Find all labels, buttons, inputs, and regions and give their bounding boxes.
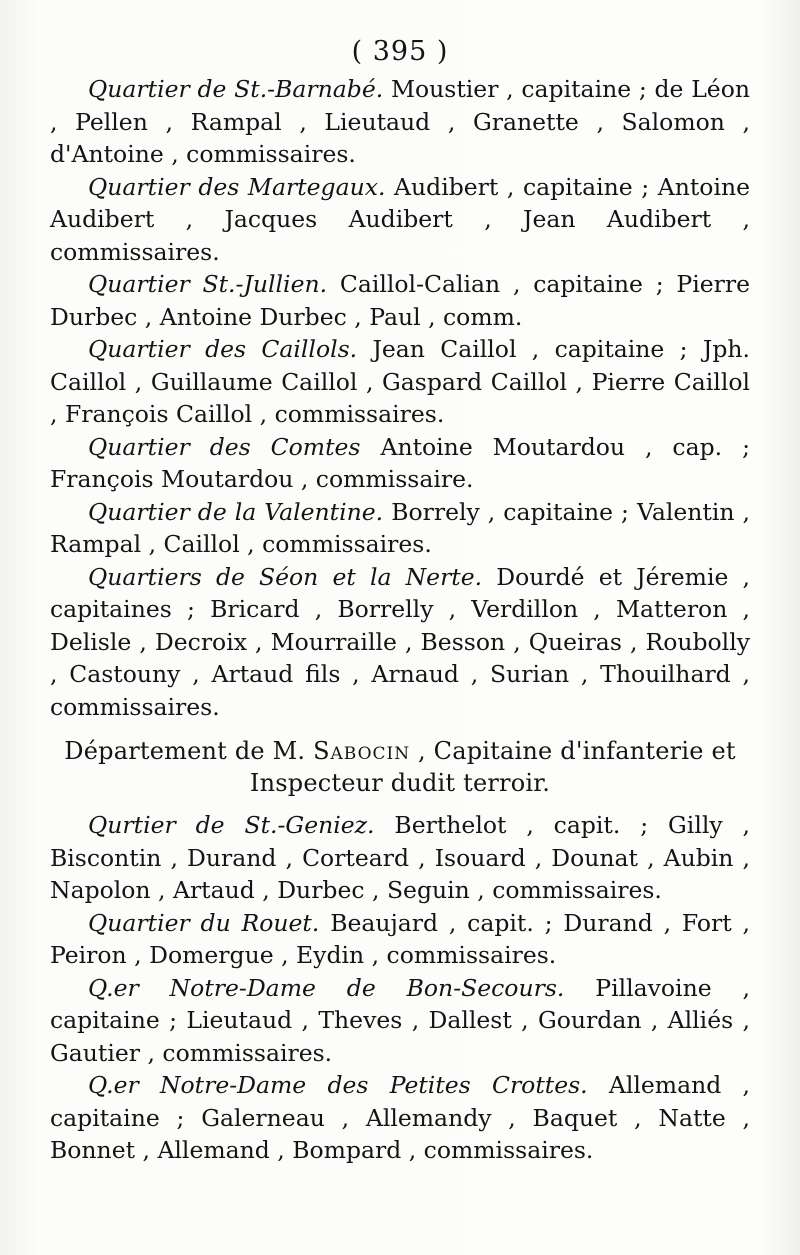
quarter-entry bbox=[50, 561, 750, 724]
quarter-name: Quartier des Martegaux. bbox=[88, 172, 386, 201]
quarter-name: Quartier St.-Jullien. bbox=[88, 270, 328, 298]
quarter-entry bbox=[50, 809, 750, 907]
quarter-entry bbox=[50, 907, 750, 972]
page-number: ( 395 ) bbox=[351, 36, 449, 67]
quarter-entry bbox=[50, 73, 750, 171]
inspector-name: Sabocin bbox=[313, 737, 411, 765]
quarter-officers: Beaujard , capit. ; Durand , Fort , Peiron , Domergue , Eydin , commissaires. bbox=[50, 908, 750, 969]
entries-after bbox=[50, 809, 750, 1167]
quarter-name: Q.er Notre-Dame de Bon-Secours. bbox=[88, 973, 565, 1002]
entries-before bbox=[50, 73, 750, 723]
quarter-name: Quartiers de Séon et la Nerte. bbox=[88, 562, 483, 591]
quarter-officers: Jean Caillol , capitaine ; Jph. Caillol , Guillaume Caillol , Gaspard Caillol , Pierre Caillol , François Caillol , commissaires. bbox=[50, 335, 750, 428]
quarter-name: Q.er Notre-Dame des Petites Crottes. bbox=[88, 1071, 588, 1099]
quarter-entry bbox=[50, 496, 750, 561]
quarter-name: Quartier des Comtes bbox=[88, 432, 361, 461]
quarter-name: Quartier des Caillols. bbox=[88, 335, 358, 363]
quarter-officers: Audibert , capitaine ; Antoine Audibert , Jacques Audibert , Jean Audibert , commissaires. bbox=[50, 172, 750, 266]
department-suffix: , Capitaine d'infanterie et Inspecteur dudit terroir. bbox=[249, 737, 736, 797]
quarter-officers: Borrely , capitaine ; Valentin , Rampal , Caillol , commissaires. bbox=[50, 497, 750, 558]
quarter-name: Quartier de la Valentine. bbox=[88, 497, 384, 526]
quarter-officers: Allemand , capitaine ; Galerneau , Allemandy , Baquet , Natte , Bonnet , Allemand , Bompard , commissaires. bbox=[50, 1071, 750, 1164]
quarter-name: Qurtier de St.-Geniez. bbox=[88, 811, 375, 839]
quarter-entry bbox=[50, 268, 750, 333]
quarter-entry bbox=[50, 972, 750, 1070]
quarter-officers: Antoine Moutardou , cap. ; François Moutardou , commissaire. bbox=[50, 432, 750, 493]
quarter-officers: Pillavoine , capitaine ; Lieutaud , Theves , Dallest , Gourdan , Alliés , Gautier , commissaires. bbox=[50, 973, 750, 1067]
quarter-entry bbox=[50, 431, 750, 496]
quarter-officers: Dourdé et Jéremie , capitaines ; Bricard , Borrelly , Verdillon , Matteron , Delisle , Decroix , Mourraille , Besson , Queiras , Roubolly , Castouny , Artaud fils , Arnaud , Surian , Thouilhard , commissaires. bbox=[50, 562, 750, 721]
quarter-name: Quartier de St.-Barnabé. bbox=[88, 75, 384, 103]
quarter-officers: Caillol-Calian , capitaine ; Pierre Durbec , Antoine Durbec , Paul , comm. bbox=[50, 270, 750, 331]
quarter-entry bbox=[50, 1069, 750, 1167]
quarter-entry bbox=[50, 171, 750, 269]
department-prefix: Département de M. bbox=[64, 737, 306, 765]
department-heading bbox=[50, 735, 750, 799]
page-body bbox=[50, 73, 750, 1167]
quarter-officers: Moustier , capitaine ; de Léon , Pellen , Rampal , Lieutaud , Granette , Salomon , d'Antoine , commissaires. bbox=[50, 75, 750, 168]
quarter-entry bbox=[50, 333, 750, 431]
quarter-name: Quartier du Rouet. bbox=[88, 908, 320, 937]
quarter-officers: Berthelot , capit. ; Gilly , Biscontin , Durand , Corteard , Isouard , Dounat , Aubin , Napolon , Artaud , Durbec , Seguin , commissaires. bbox=[50, 811, 750, 904]
